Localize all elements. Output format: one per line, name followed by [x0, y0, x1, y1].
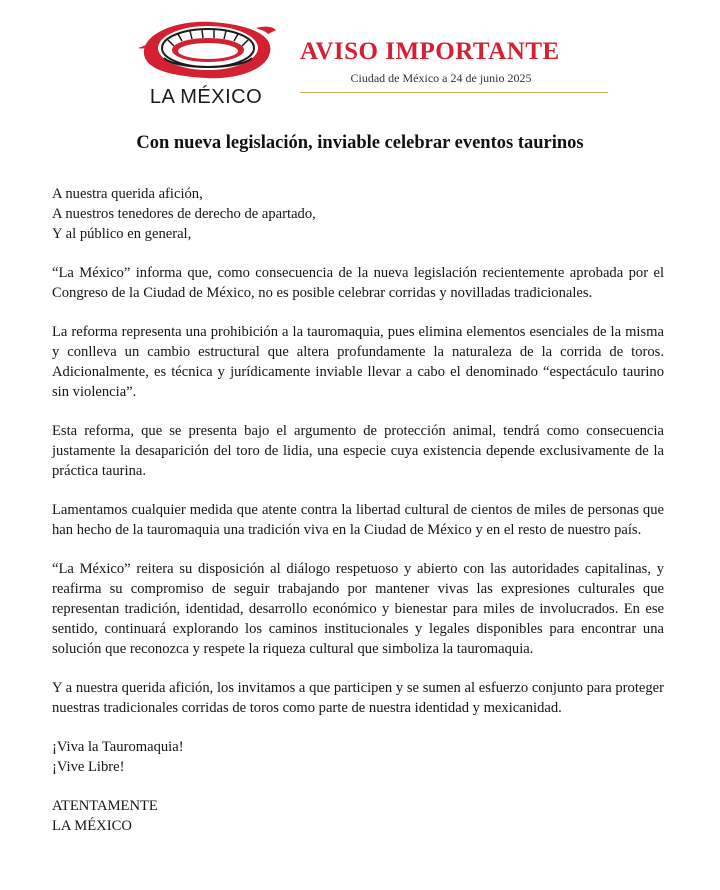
body-paragraph: La reforma representa una prohibición a la tauromaquia, pues elimina elementos esenciales de la misma y conlleva un cambio estructural que altera profundamente la naturaleza de la corrida de toros. Adicionalmente, es técnica y jurídicamente inviable llevar a cabo el denominado “espectáculo taurino sin violencia”. [52, 324, 664, 400]
body-paragraph: Esta reforma, que se presenta bajo el argumento de protección animal, tendrá como consecuencia justamente la desaparición del toro de lidia, una especie cuya existencia depende exclusivamente de la práctica taurina. [52, 423, 664, 479]
logo-wordmark: LA MÉXICO [149, 86, 263, 108]
salutation-line: A nuestra querida afición, [52, 186, 203, 202]
signature-line: LA MÉXICO [52, 818, 132, 834]
bullring-logo-icon [136, 14, 276, 86]
closing-line: ATENTAMENTE [52, 798, 158, 814]
letterhead [0, 0, 720, 120]
body-paragraph: Lamentamos cualquier medida que atente contra la libertad cultural de cientos de miles de personas que han hecho de la tauromaquia una tradición viva en la Ciudad de México y en el resto de nuestro país. [52, 502, 664, 538]
notice-title: AVISO IMPORTANTE [300, 38, 560, 65]
body-paragraph: Y a nuestra querida afición, los invitamos a que participen y se sumen al esfuerzo conjunto para proteger nuestras tradicionales corridas de toros como parte de nuestra identidad y mexicanidad. [52, 680, 664, 716]
body-paragraph: “La México” informa que, como consecuencia de la nueva legislación recientemente aprobada por el Congreso de la Ciudad de México, no es posible celebrar corridas y novilladas tradicionales. [52, 265, 664, 301]
slogan-line: ¡Viva la Tauromaquia! [52, 739, 184, 755]
body-paragraph: “La México” reitera su disposición al diálogo respetuoso y abierto con las autoridades capitalinas, y reafirma su compromiso de seguir trabajando por mantener vivas las expresiones culturales que representan tradición, identidad, desarrollo económico y bienestar para miles de involucrados. En ese sentido, continuará explorando los caminos institucionales y legales disponibles para encontrar una solución que reconozca y respete la riqueza cultural que simboliza la tauromaquia. [52, 561, 664, 657]
header-divider [300, 92, 608, 93]
letter-body [52, 184, 664, 836]
slogan-line: ¡Vive Libre! [52, 759, 125, 775]
dateline: Ciudad de México a 24 de junio 2025 [350, 71, 532, 85]
salutation-line: Y al público en general, [52, 226, 192, 242]
salutation-line: A nuestros tenedores de derecho de apartado, [52, 206, 316, 222]
page-title: Con nueva legislación, inviable celebrar eventos taurinos [136, 133, 584, 153]
la-mexico-logo [136, 14, 276, 112]
